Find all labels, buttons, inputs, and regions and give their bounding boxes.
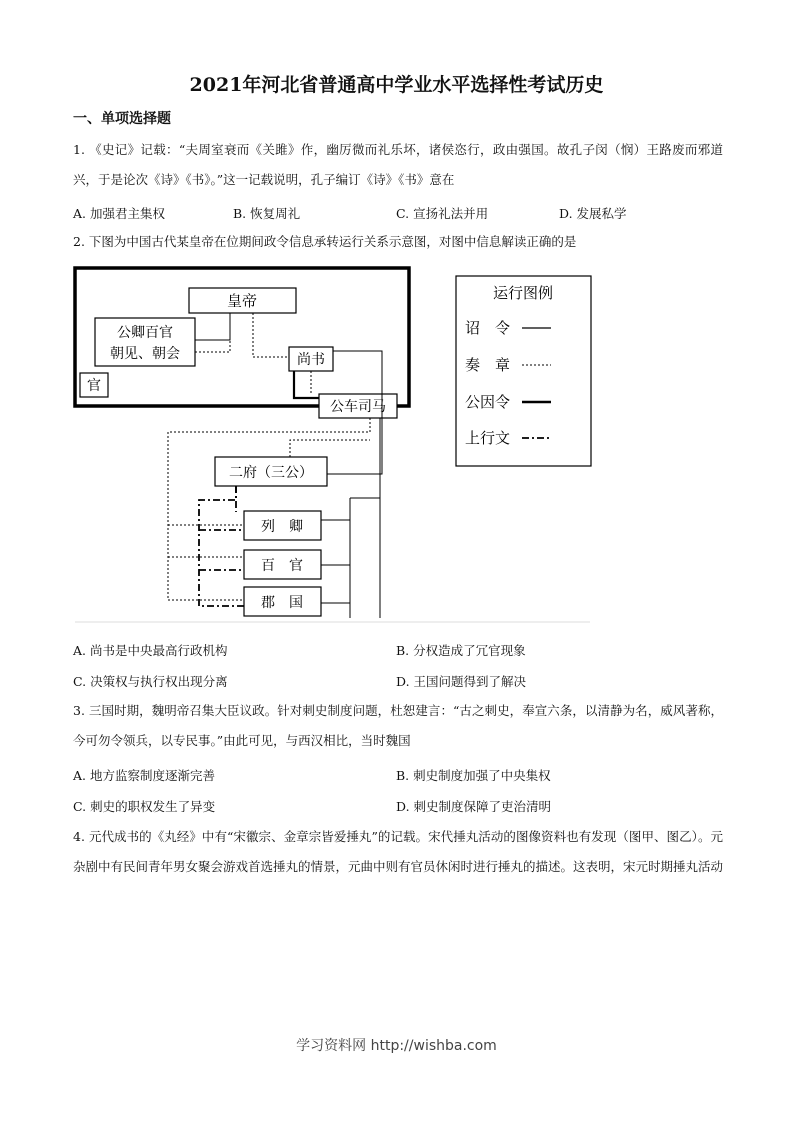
court-label-1: 公卿百官 bbox=[117, 325, 173, 341]
upward-lines bbox=[199, 486, 244, 606]
legend-title: 运行图例 bbox=[492, 284, 554, 302]
emperor-label: 皇帝 bbox=[226, 292, 258, 310]
q2-option-d: D. 王国问题得到了解决 bbox=[396, 674, 527, 689]
page-footer: 学习资料网 http://wishba.com bbox=[296, 1038, 497, 1054]
q3-option-d: D. 刺史制度保障了吏治清明 bbox=[396, 799, 552, 814]
legend-edict-label: 诏 令 bbox=[465, 319, 511, 337]
q3-option-c: C. 刺史的职权发生了异变 bbox=[73, 799, 216, 814]
question-2-stem: 2. 下图为中国古代某皇帝在位期间政令信息承转运行关系示意图，对图中信息解读正确的是 bbox=[73, 234, 577, 249]
gongche-label: 公车司马 bbox=[330, 399, 386, 415]
q1-option-a: A. 加强君主集权 bbox=[73, 206, 165, 221]
palace-label: 官 bbox=[87, 378, 101, 394]
q1-option-d: D. 发展私学 bbox=[559, 206, 627, 221]
q1-option-b: B. 恢复周礼 bbox=[233, 206, 301, 221]
q3-option-a: A. 地方监察制度逐渐完善 bbox=[73, 768, 215, 783]
shangshu-label: 尚书 bbox=[297, 352, 325, 368]
q2-option-a: A. 尚书是中央最高行政机构 bbox=[73, 643, 228, 658]
legend-memorial-label: 奏 章 bbox=[465, 356, 511, 374]
q2-option-b: B. 分权造成了冗官现象 bbox=[396, 643, 526, 658]
legend-upward-label: 上行文 bbox=[465, 429, 511, 447]
question-4-stem: 4. 元代成书的《丸经》中有“宋徽宗、金章宗皆爱捶丸”的记载。宋代捶丸活动的图像资料也有发现（图甲、图乙）。元杂剧中有民间青年男女聚会游戏首选捶丸的情景，元曲中则有官员休闲时进行捶丸的描述。这表明，宋元时期捶丸活动 bbox=[73, 829, 724, 874]
question-1-stem: 1. 《史记》记载：“夫周室衰而《关雎》作，幽厉微而礼乐坏，诸侯恣行，政由强国。故孔子闵（悯）王路废而邪道兴，于是论次《诗》《书》。”这一记载说明，孔子编订《诗》《书》意在 bbox=[73, 142, 723, 187]
q1-option-c: C. 宣扬礼法并用 bbox=[396, 206, 489, 221]
lieqing-label: 列 卿 bbox=[261, 519, 303, 535]
legend-order-label: 公因令 bbox=[465, 393, 511, 411]
baiguan-label: 百 官 bbox=[261, 558, 303, 574]
erfu-label: 二府（三公） bbox=[229, 465, 313, 481]
page-title: 2021年河北省普通高中学业水平选择性考试历史 bbox=[189, 74, 604, 96]
court-label-2: 朝见、朝会 bbox=[110, 346, 180, 362]
q2-option-c: C. 决策权与执行权出现分离 bbox=[73, 674, 228, 689]
order-lines bbox=[294, 371, 319, 398]
q3-option-b: B. 刺史制度加强了中央集权 bbox=[396, 768, 551, 783]
junguo-label: 郡 国 bbox=[261, 595, 303, 611]
question-3-stem: 3. 三国时期，魏明帝召集大臣议政。针对刺史制度问题，杜恕建言：“古之刺史，奉宣六条，以清静为名，威风著称，今可勿令领兵，以专民事。”由此可见，与西汉相比，当时魏国 bbox=[73, 703, 723, 748]
section-heading: 一、单项选择题 bbox=[73, 111, 171, 127]
